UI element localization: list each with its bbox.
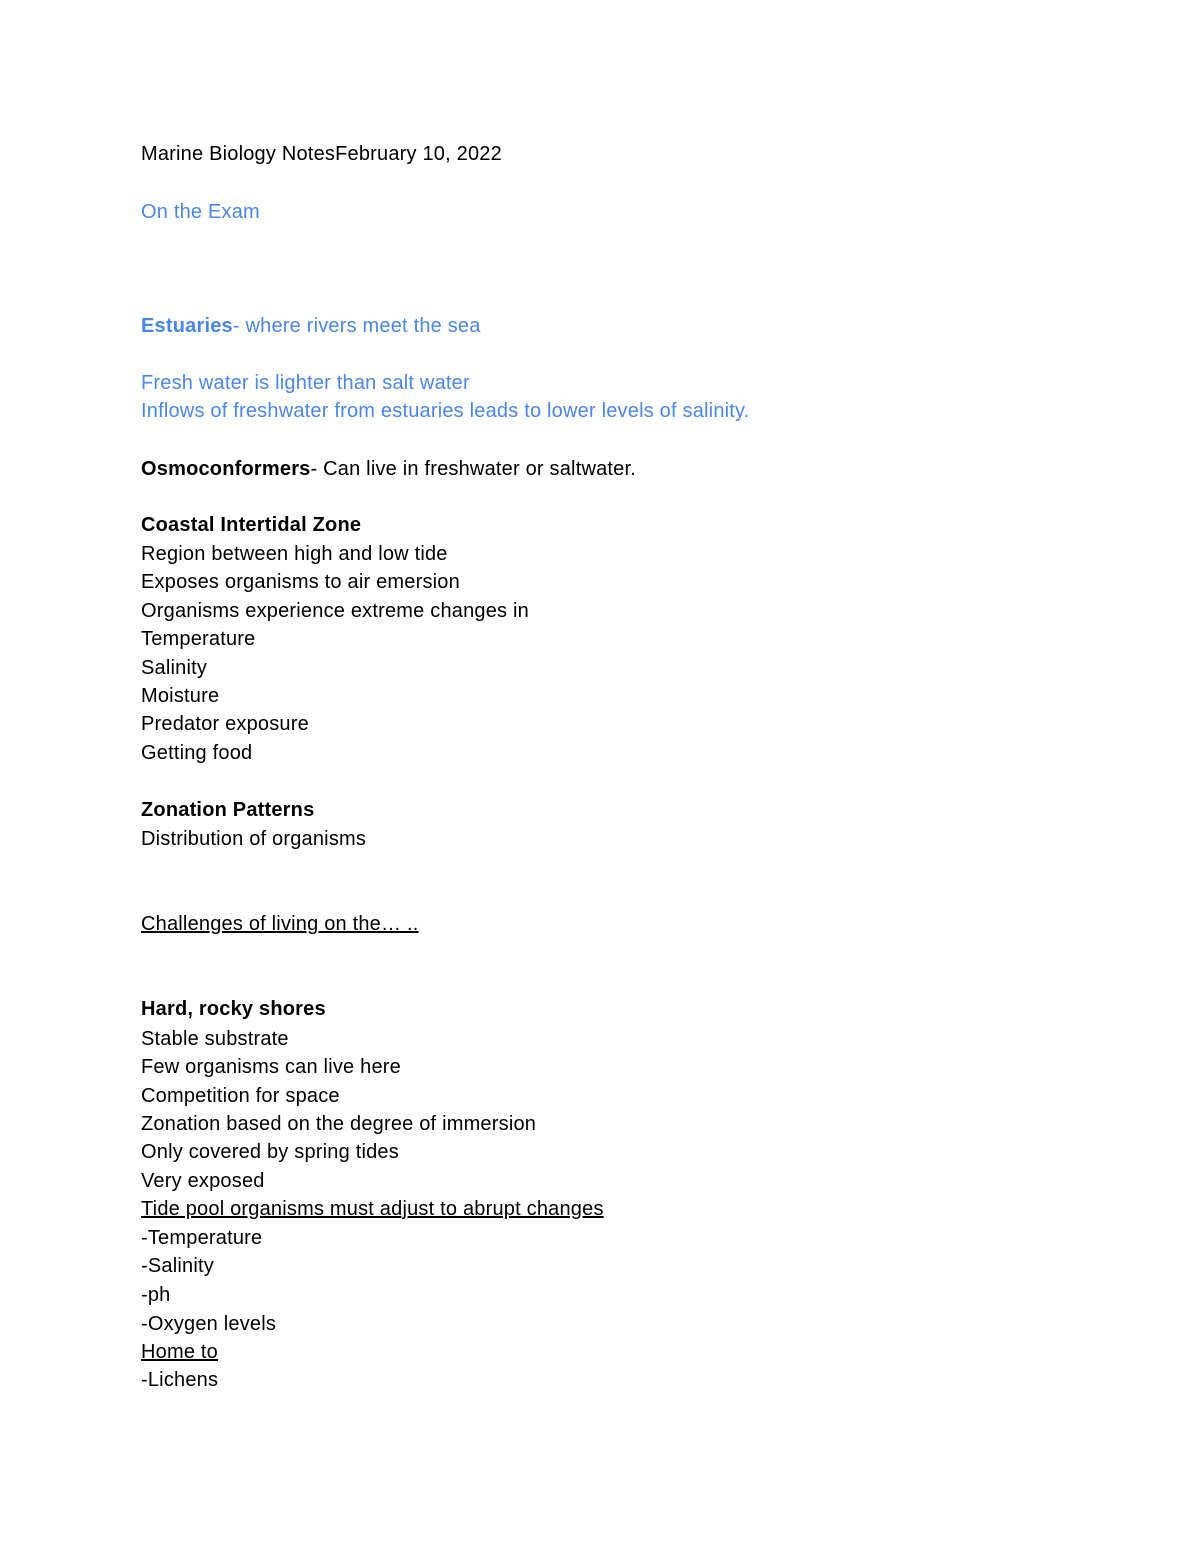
document-date: February 10, 2022 [335,143,502,165]
home-heading: Home to [141,1341,218,1363]
title-line [141,142,502,166]
challenges-heading: Challenges of living on the… .. [141,913,419,935]
osmoconformers-line [141,457,636,481]
exam-heading: On the Exam [141,201,260,223]
rocky-item: Stable substrate [141,1028,289,1050]
estuaries-note: Inflows of freshwater from estuaries leads to lower levels of salinity. [141,400,750,422]
intertidal-item: Getting food [141,742,253,764]
rocky-item: Competition for space [141,1085,340,1107]
osmoconformers-term: Osmoconformers [141,458,311,480]
intertidal-item: Region between high and low tide [141,543,448,565]
home-item: -Lichens [141,1369,219,1391]
intertidal-item: Temperature [141,628,256,650]
tide-pool-item: -Temperature [141,1227,263,1249]
rocky-item: Only covered by spring tides [141,1141,399,1163]
rocky-item: Very exposed [141,1170,265,1192]
zonation-item: Distribution of organisms [141,828,367,850]
tide-pool-item: -Oxygen levels [141,1313,277,1335]
tide-pool-item: -ph [141,1284,171,1306]
estuaries-note: Fresh water is lighter than salt water [141,372,470,394]
tide-pool-item: -Salinity [141,1255,214,1277]
rocky-heading: Hard, rocky shores [141,998,326,1020]
estuaries-definition: - where rivers meet the sea [232,315,481,337]
intertidal-item: Exposes organisms to air emersion [141,571,460,593]
intertidal-item: Salinity [141,657,208,679]
rocky-item: Few organisms can live here [141,1056,401,1078]
intertidal-item: Organisms experience extreme changes in [141,600,529,622]
zonation-heading: Zonation Patterns [141,799,315,821]
intertidal-heading: Coastal Intertidal Zone [141,514,362,536]
intertidal-item: Predator exposure [141,713,309,735]
rocky-item: Zonation based on the degree of immersion [141,1113,537,1135]
estuaries-line [141,314,481,338]
osmoconformers-definition: - Can live in freshwater or saltwater. [310,458,637,480]
estuaries-term: Estuaries [141,315,233,337]
document-title: Marine Biology Notes [141,143,336,165]
intertidal-item: Moisture [141,685,220,707]
tide-pool-heading: Tide pool organisms must adjust to abrupt changes [141,1198,604,1220]
